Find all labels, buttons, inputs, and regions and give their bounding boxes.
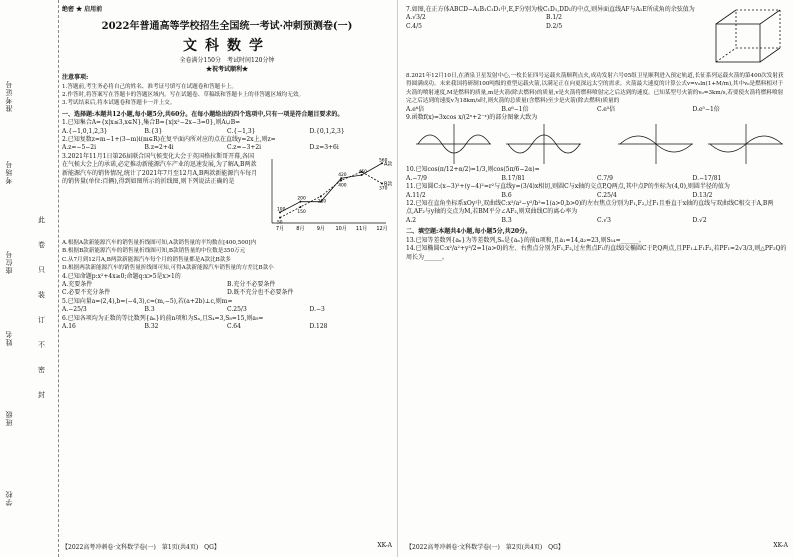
good-luck: ★祝考试顺利★ (205, 65, 248, 73)
data-label: 100 (277, 207, 286, 213)
right-page (398, 0, 794, 557)
data-point (381, 182, 383, 184)
question-8: 8.2021年12月10日,在酒泉卫星发射中心,一枚长征四号运载火箭顺利点火,成功发射六号05组卫星顺利进入预定轨道,长征系列运载火箭的第400次发射获得圆满成功。未来我国将研制100吨级的重型运载火箭,以满足正在向更深远太空的需求。火箭最大速度的计算公式v=v₀ln(1+M/m),其中v₀是燃料相对于火箭的喷射速度,M是燃料的质量,m是火箭(除去燃料)的质量,v是火箭将燃料喷射完之后达到的速度。已知某型号火箭的v₀=3km/s,若要使火箭将燃料喷射完之后达到的速度v为18km/s时,则火箭的总质量(含燃料)至少是火箭(除去燃料)质量的 (406, 73, 784, 105)
option: C.25/3 (227, 306, 247, 314)
q12-options (406, 217, 788, 225)
option: D.根据两款新能源汽车的销售量折线图可知,可得A款新能源汽车销售量的方差比B款小 (62, 265, 274, 272)
left-content (62, 6, 392, 331)
option: A.−25/3 (62, 306, 87, 314)
x-tick-label: 7月 (275, 225, 285, 232)
option: A.根据A款新能源汽车的销售量折线图可知,A款销售量的平均数在[400,500]内 (62, 239, 257, 246)
option: B.3 (144, 306, 155, 314)
q6-options (62, 323, 392, 331)
page-footer (62, 542, 392, 551)
question-4: 4.已知命题p:x²+4x≥0;命题q:x>5是x>1的 (62, 272, 181, 280)
option: A.{−1,0,1,2,3} (62, 127, 108, 135)
note-item: 1.答题前,考生务必将自己的姓名、准考证号填写在试题卷和答题卡上。 (62, 83, 237, 90)
option: D.{0,1,2,3} (309, 127, 345, 135)
option: D.−17/81 (692, 174, 722, 182)
option: B.32 (144, 322, 159, 330)
field-exam-id: 准考证号 (5, 80, 13, 112)
data-label: 450 (358, 169, 367, 175)
question-6: 6.已知各项均为正数的等比数列{aₙ}的前n项和为Sₙ,且S₄=3,S₈=15,则a₉= (62, 314, 264, 322)
data-label: 150 (297, 209, 306, 215)
option: D.既不充分也不必要条件 (227, 289, 294, 297)
field-school: 学校 (5, 490, 13, 506)
option: C.从7月到12月A,B两款新能源汽车每个月的销售量都是A款比B款多 (62, 256, 231, 263)
option: D.2/5 (546, 22, 563, 30)
question-3: 3.2021年11月1日第26届联合国气候变化大会于英国格拉斯哥开幕,各国在气候大会上的承诺,必定推动新能源汽车产业的迅速发展,为了解A,B两款新能源汽车的销售情况,统计了2021年7月至12月A,B两款新能源汽车每月的销售量(单位:百辆),得到如图所示的折线图,则下列说法正确的是 (62, 152, 258, 186)
field-seat: 座位号 (5, 250, 13, 274)
option: C.e⁵倍 (597, 105, 616, 113)
option: A.−7/9 (406, 174, 427, 182)
option: B.1/2 (546, 14, 562, 22)
data-point (299, 206, 301, 208)
binding-word: 不 (38, 341, 45, 349)
binding-word: 只 (38, 266, 45, 274)
question-2: 2.已知复数z=m−1+(3−m)i(m∈R)在复平面内所对应的点在直线y=2x上,则z= (62, 136, 276, 144)
sales-line-chart (262, 153, 392, 235)
data-point (320, 195, 322, 197)
footer-code: XK-A (377, 542, 392, 549)
option: A.11/2 (406, 191, 426, 199)
option: D.z=3+6i (309, 144, 339, 152)
section-2-heading: 二、填空题:本题共4小题,每小题5分,共20分。 (406, 228, 532, 236)
data-point (340, 179, 342, 181)
option: C.25/4 (597, 191, 617, 199)
note-item: 2.作答时,将答案写在答题卡的答题区域内。写在试题卷、草稿纸和答题卡上的非答题区域均无效。 (62, 92, 305, 99)
x-tick-label: 11月 (355, 225, 368, 232)
page-footer (406, 542, 788, 551)
q8-options (406, 106, 788, 114)
option: D.−3 (309, 306, 325, 314)
option: A.√3/2 (406, 14, 426, 22)
cube-diagram (710, 6, 788, 68)
q11-options (406, 192, 788, 200)
subject-title: 文科数学 (183, 38, 271, 55)
option: B.6 (501, 191, 512, 199)
data-label: 370 (379, 186, 388, 192)
field-name: 姓名 (5, 330, 13, 346)
binding-word: 密 (38, 366, 45, 374)
x-tick-label: 8月 (296, 225, 305, 232)
data-label: 420 (338, 173, 347, 179)
option: C.z=−3+2i (227, 144, 262, 152)
option: C.必要不充分条件 (62, 289, 111, 297)
exam-info: 全卷满分150分 考试时间120分钟 (179, 57, 275, 65)
question-12: 12.已知在直角坐标系xOy中,双曲线C:x²/a²−y²/b²=1(a>0,b>0)的左右焦点分别为F₁,F₂,过F₁且垂直于x轴的直线与双曲线C相交于A,B两点,AF₂与y轴的交点为M,若BM平分∠AF₂,则双曲线C的离心率为 (406, 200, 774, 216)
option: C.64 (227, 322, 241, 330)
footer-code: XK-A (773, 542, 788, 549)
series-line (280, 172, 382, 218)
field-class: 班级 (5, 410, 13, 426)
question-1: 1.已知集合A={x|x≤3,x∈N},集合B={x|x²−2x−3=0},则A∪B= (62, 119, 241, 127)
option: C.7/9 (597, 174, 613, 182)
data-label: 560 (379, 158, 388, 164)
option: A.16 (62, 322, 76, 330)
data-label: 250 (317, 199, 327, 205)
q9-graphs (406, 122, 788, 166)
x-tick-label: 9月 (316, 225, 325, 232)
option: B.充分不必要条件 (227, 280, 276, 288)
binding-word: 此 (38, 216, 45, 224)
graph-c-d (608, 122, 788, 166)
option: D.√2 (692, 216, 707, 224)
footer-text: 【2022高考冲刺卷·文科数学卷(一) 第2页(共4页) QG】 (406, 544, 564, 551)
option: B.z=2+4i (144, 144, 174, 152)
series-name-label: A款 (384, 161, 392, 168)
question-14: 14.已知椭圆C:x²/a²+y²/2=1(a>0)的左、右焦点分别为F₁,F₂,过左焦点F₁的直线l交椭圆C于P,Q两点,且PF₁⊥F₁F₂,若PF₁=2√3/3,则△PF₂Q的周长为______。 (406, 245, 787, 261)
option: B.3 (501, 216, 512, 224)
binding-strip (0, 0, 59, 557)
question-10: 10.已知cos(π/12+α/2)=1/3,则cos(5π/6−2α)= (406, 166, 540, 174)
option: A.e⁶倍 (406, 105, 425, 113)
q4-options (62, 289, 392, 297)
sales-chart-box (262, 153, 392, 239)
question-13: 13.已知等差数列{aₙ}为等差数列,Sₙ是{aₙ}的前n项和,且a₁=14,a₂=23,则S₁₄=______。 (406, 236, 645, 244)
question-9: 9.函数f(x)=3xcos x/(2ˣ+2⁻ˣ)的部分图象大致为 (406, 114, 538, 122)
option: B.e⁶−1倍 (501, 105, 529, 113)
binding-word: 订 (38, 316, 45, 324)
question-7: 7.如图,在正方体ABCD−A₁B₁C₁D₁中,E,F分别为棱C₁D₁,DD₁的中点,则异面直线AF与A₁E所成角的余弦值为 (406, 6, 695, 13)
binding-word: 装 (38, 291, 45, 299)
q7-options (406, 14, 686, 22)
series-name-label: B款 (384, 181, 392, 188)
data-label: 200 (297, 196, 306, 202)
x-tick-label: 12月 (376, 225, 388, 232)
field-exam-room: 考场号 (5, 160, 13, 184)
question-5: 5.已知向量a=(2,4),b=(−4,3),c=(m,−5),若(a+2b)⊥c,则m= (62, 297, 233, 305)
option: B.根据B款新能源汽车的销售量折线图可知,B款销售量的中位数是350万元 (62, 248, 246, 255)
option: D.128 (309, 322, 328, 330)
right-content (406, 6, 788, 262)
graph-a-b (406, 122, 586, 166)
footer-text: 【2022高考冲刺卷·文科数学卷(一) 第1页(共4页) QG】 (62, 544, 220, 551)
q1-options (62, 128, 392, 136)
option: A.充要条件 (62, 280, 93, 288)
option: C.4/5 (406, 22, 422, 30)
option: C.{−1,3} (227, 127, 256, 135)
cube-figure (710, 6, 788, 72)
x-tick-label: 10月 (335, 225, 347, 232)
exam-title: 2022年普通高等学校招生全国统一考试·冲刺预测卷(一) (101, 21, 353, 33)
note-item: 3.考试结束后,将本试题卷和答题卡一并上交。 (62, 100, 176, 107)
option: D.13/2 (692, 191, 713, 199)
binding-word: 卷 (38, 241, 45, 249)
data-label: 400 (338, 183, 347, 189)
option: D.e⁵−1倍 (692, 105, 720, 113)
confidential-header: 绝密 ★ 启用前 (62, 6, 103, 13)
option: B.{3} (144, 127, 163, 135)
question-11: 11.已知圆C:(x−3)²+(y−4)²=r²与直线y=(3/4)x相切,则圆C与x轴的交点P,Q两点,其中点P的坐标为(4,0),则圆半径的值为 (406, 183, 730, 191)
q5-options (62, 306, 392, 314)
notes-title: 注意事项: (62, 74, 89, 82)
q2-options (62, 144, 392, 152)
option: C.√3 (597, 216, 611, 224)
section-1-heading: 一、选择题:本题共12小题,每小题5分,共60分。在每小题给出的四个选项中,只有一项是符合题目要求的。 (62, 110, 344, 118)
q10-options (406, 175, 788, 183)
data-label: 50 (277, 220, 283, 226)
option: A.z=−5−2i (62, 144, 97, 152)
option: A.2 (406, 216, 417, 224)
data-point (279, 217, 281, 219)
q7-options (406, 23, 686, 31)
option: B.17/81 (501, 174, 526, 182)
binding-word: 封 (38, 391, 45, 399)
